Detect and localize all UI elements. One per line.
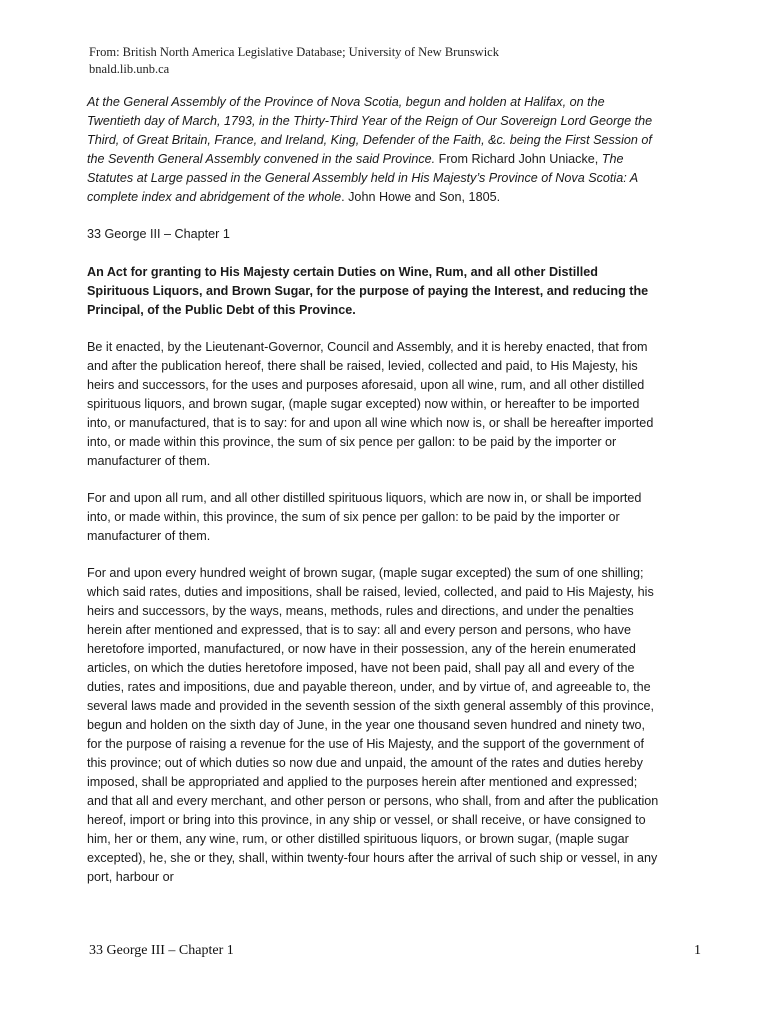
source-line-database: From: British North America Legislative Database; University of New Brunswick	[89, 45, 499, 59]
citation-publisher-text: . John Howe and Son, 1805.	[341, 190, 501, 204]
citation-assembly-italic: At the General Assembly of the Province of Nova Scotia, begun and holden at Halifax, on the Twentieth day of March, 1793, in the Thirty-Third Year of the Reign of Our Sovereign Lord George the Third, of Great Britain, France, and Ireland, King, Defender of the Faith, &c. being the First Session of the Seventh General Assembly convened in the said Province.	[87, 95, 653, 166]
chapter-reference: 33 George III – Chapter 1	[87, 227, 230, 241]
citation-paragraph	[87, 93, 659, 207]
footer-chapter: 33 George III – Chapter 1	[89, 943, 234, 958]
source-header	[89, 44, 689, 78]
act-title: An Act for granting to His Majesty certain Duties on Wine, Rum, and all other Distilled Spirituous Liquors, and Brown Sugar, for the purpose of paying the Interest, and reducing the Principal, of the Public Debt of this Province.	[87, 265, 649, 317]
body-paragraph: Be it enacted, by the Lieutenant-Governor, Council and Assembly, and it is hereby enacted, that from and after the publication hereof, there shall be raised, levied, collected and paid, to His Majesty, his heirs and successors, for the uses and purposes aforesaid, upon all wine, rum, and all other distilled spirituous liquors, and brown sugar, (maple sugar excepted) now within, or hereafter to be imported into, or manufactured, that is to say: for and upon all wine which now is, or shall be hereafter imported into, or made within this province, the sum of six pence per gallon: to be paid by the importer or manufacturer of them.	[87, 340, 654, 468]
body-paragraph: For and upon all rum, and all other distilled spirituous liquors, which are now in, or shall be imported into, or made within, this province, the sum of six pence per gallon: to be paid by the importer or manufacturer of them.	[87, 491, 642, 543]
body-paragraph: For and upon every hundred weight of brown sugar, (maple sugar excepted) the sum of one shilling; which said rates, duties and impositions, shall be raised, levied, collected, and paid to His Majesty, his heirs and successors, by the ways, means, methods, rules and directions, and under the penalties herein after mentioned and expressed, that is to say: all and every person and persons, who have heretofore imported, manufactured, or now have in their possession, any of the herein enumerated articles, on which the duties heretofore imposed, have not been paid, shall pay all and every of the duties, rates and impositions, due and payable thereon, under, and by virtue of, and agreeable to, the several laws made and provided in the seventh session of the sixth general assembly of this province, begun and holden on the sixth day of June, in the year one thousand seven hundred and ninety two, for the purpose of raising a revenue for the use of His Majesty, and the support of the government of this province; out of which duties so now due and unpaid, the amount of the rates and duties hereby imposed, shall be appropriated and applied to the purposes herein after mentioned and expressed; and that all and every merchant, and other person or persons, who shall, from and after the publication hereof, import or bring into this province, in any ship or vessel, or shall receive, or have consigned to him, her or them, any wine, rum, or other distilled spirituous liquors, or brown sugar, (maple sugar excepted), he, she or they, shall, within twenty-four hours after the arrival of such ship or vessel, in any port, harbour or	[87, 566, 659, 884]
footer-page-number: 1	[694, 943, 701, 958]
citation-statutes-title: The Statutes at Large passed in the General Assembly held in His Majesty’s Province of Nova Scotia: A complete index and abridgement of the whole	[87, 152, 638, 204]
source-line-url: bnald.lib.unb.ca	[89, 62, 170, 76]
document-body	[87, 93, 659, 905]
citation-from-text: From Richard John Uniacke,	[435, 152, 602, 166]
